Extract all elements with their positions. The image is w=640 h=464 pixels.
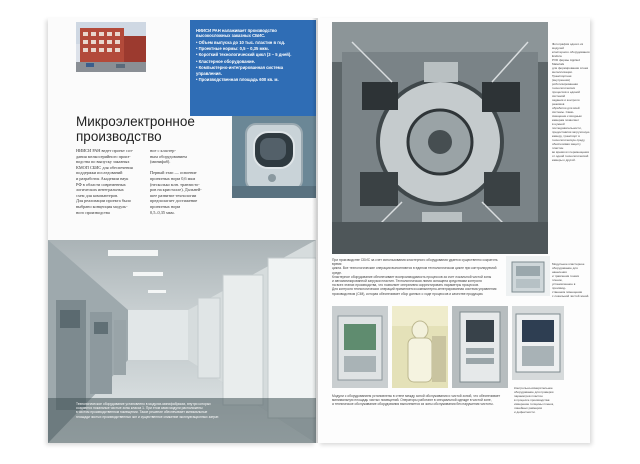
text-line: ров на кристалле). Дальней- [150, 187, 202, 193]
caption-line: и дефектности. [514, 410, 536, 414]
caption-line: линейных размеров [514, 406, 542, 410]
text-line: поддержки исследований [76, 170, 123, 176]
text-line: водства по выпуску заказных [76, 159, 130, 165]
text-line: (минифаб). [150, 159, 171, 165]
caption-line: производством (CIM), которая обеспечивает сбор данных о ходе процессов и качестве продукции. [332, 291, 484, 296]
caption-line: Модули с оборудованием установлены в стене между зоной обслуживания и чистой зоной, что обеспечивает [332, 394, 501, 398]
body-column-1 [76, 148, 140, 215]
intro-bullet: • Компьютерно-интегрированная система управления. [196, 64, 284, 77]
text-line: схем для компьютеров. [76, 192, 119, 198]
caption-line: в нужной последовательности, [552, 122, 582, 130]
text-line: ного производства [76, 209, 110, 215]
caption-line: Контрольно-измерительное [514, 386, 553, 390]
text-line: выбрано концепция модуль- [76, 203, 128, 209]
intro-bullet: • Короткий технологический цикл (3 – 5 дней). [196, 52, 292, 58]
operator-cabinet-photo [332, 306, 388, 388]
caption-line: измерение толщины пленок, [514, 402, 554, 406]
cleanroom-caption [76, 402, 312, 419]
text-line: и разработок Академии наук [76, 175, 129, 181]
caption-line: минимальную площадь чистых помещений. Операторы работают в специальной одежде в чистой зоне, [332, 398, 492, 403]
measurement-station-photo [512, 306, 564, 380]
caption-line: камерам позволяет [552, 118, 580, 122]
caption-line: на всех этапах производства, что позволяет оперативно корректировать параметры процессов. [332, 283, 479, 288]
side-caption-bottom [514, 386, 590, 414]
caption-line: а техническое обслуживание оборудования выполняется из зоны обслуживания без нарушения чистоты. [332, 402, 494, 407]
caption-line: с локальной чистой зоной. [552, 294, 590, 298]
text-line: НИИСИ РАН ведет проект соз- [76, 148, 134, 153]
text-line: дания мелкосерийного произ- [76, 153, 131, 159]
right-page [318, 18, 590, 443]
caption-line: создаются локальные чистые зоны класса 1. При этом сами модули расположены [76, 406, 203, 411]
caption-line: площади чистых производственных зон и существенное снижение эксплуатационных затрат. [76, 414, 220, 419]
caption-line: во время их перемещения [552, 150, 589, 154]
caption-line: Для контроля технологических операций применяется компьютерно-интегрированная система управления [332, 287, 497, 292]
operator-in-cleansuit-photo [392, 306, 448, 388]
caption-line: обеспечивая защиту пластин [552, 142, 581, 150]
building-photo [76, 22, 146, 72]
caption-line: Кластерное оборудование обеспечивает воспроизводимость процессов за счет локальной чистой зоны [332, 274, 492, 279]
title-line: Микроэлектронное [76, 114, 195, 129]
text-line: ным оборудованием [150, 153, 187, 159]
title-line: производство [76, 129, 162, 144]
cluster-tool-photo [332, 22, 548, 254]
caption-line: предоставляя загрузочную [552, 130, 590, 134]
intro-bullet: • Кластерное оборудование. [196, 58, 256, 64]
caption-line: Модульное кластерное [552, 262, 585, 266]
side-caption-mid [552, 262, 590, 298]
caption-line: металлизации. [552, 70, 573, 74]
caption-line: цикла. Все технологические операции выполняются в едином технологическом цикле при контролируемой среде. [332, 266, 497, 275]
intro-bullet: • Производственная площадь 600 кв. м. [196, 77, 279, 83]
caption-line: для формирования слоев [552, 66, 589, 70]
body-column-2 [150, 148, 216, 215]
intro-bullets [196, 40, 310, 83]
caption-line: Технологическое оборудование установлено в модулях-минифабриках, внутри которых [76, 402, 211, 406]
caption-line: задания и контроля режимов [552, 98, 580, 106]
equipment-window-photo [232, 116, 316, 198]
intro-heading: НИИСИ РАН налаживает производство высокосложных заказных СБИС. [196, 28, 277, 38]
caption-line: оборудование для нанесения [552, 266, 578, 274]
text-line: 0,5–0,35 мкм. [150, 209, 175, 215]
text-line: проектных норм [150, 203, 181, 209]
text-line: Для реализации проекта было [76, 198, 132, 204]
caption-line: технологическую среду, [552, 138, 586, 142]
caption-line: и автоматизированной загрузки пластин. Технологическая линия оснащена средствами контроля [332, 279, 482, 284]
caption-line: При производстве СБИС за счет использования кластерного оборудования удается существенно сократить время [332, 258, 498, 267]
transparent-equipment-photo [506, 256, 550, 296]
caption-line: от одной технологической [552, 154, 589, 158]
main-caption [332, 258, 504, 296]
intro-bullet: • Проектные нормы: 0,5 – 0,35 мкм. [196, 46, 269, 52]
caption-line: роботизированная технологических [552, 82, 578, 90]
caption-line: процессов и единой системой [552, 90, 580, 98]
caption-line: PVD фирмы Applied Materials [552, 58, 580, 66]
caption-line: и травления тонких пленок, [552, 274, 580, 282]
text-line: ное с кластер- [150, 148, 176, 153]
side-caption-top [552, 42, 590, 162]
caption-line: Фотография одного из модулей [552, 42, 584, 50]
article-title [76, 114, 236, 144]
caption-line: в процессе производства: [514, 398, 551, 402]
bottom-caption [332, 394, 508, 407]
caption-line: ственном помещении [552, 290, 583, 294]
text-line: Первый этап — освоение [150, 170, 197, 176]
text-line: логических интегральных [76, 187, 124, 193]
caption-line: камеру, транспорт в [552, 134, 580, 138]
text-line: РФ в области современных [76, 181, 126, 187]
intro-box [190, 20, 316, 116]
text-line: КМОП СБИС для обеспечения [76, 164, 133, 170]
text-line: шее развитие технологии [150, 192, 197, 198]
intro-bullet: • Объем выпуска до 10 тыс. пластин в год. [196, 40, 286, 45]
caption-line: оборудование для проверки [514, 390, 554, 394]
caption-line: установленное в производ- [552, 282, 576, 290]
caption-line: камеры к другой. [552, 158, 576, 162]
caption-line: обработки для всей системы. Само- [552, 106, 580, 114]
caption-line: параметров пластин [514, 394, 543, 398]
caption-line: смещение к входным [552, 114, 582, 118]
caption-line: Транспортная (внутренняя) [552, 74, 572, 82]
text-line: проектных норм 0,6 мкм [150, 175, 196, 181]
text-line: (несколько млн. транзисто- [150, 181, 200, 187]
text-line: предполагает достижение [150, 198, 198, 204]
left-page [48, 18, 316, 443]
caption-line: в чистом производственном помещении. Такое решение обеспечивает минимальные [76, 410, 208, 415]
caption-line: кластерного оборудования Endura [552, 50, 590, 58]
process-module-photo [452, 306, 508, 388]
